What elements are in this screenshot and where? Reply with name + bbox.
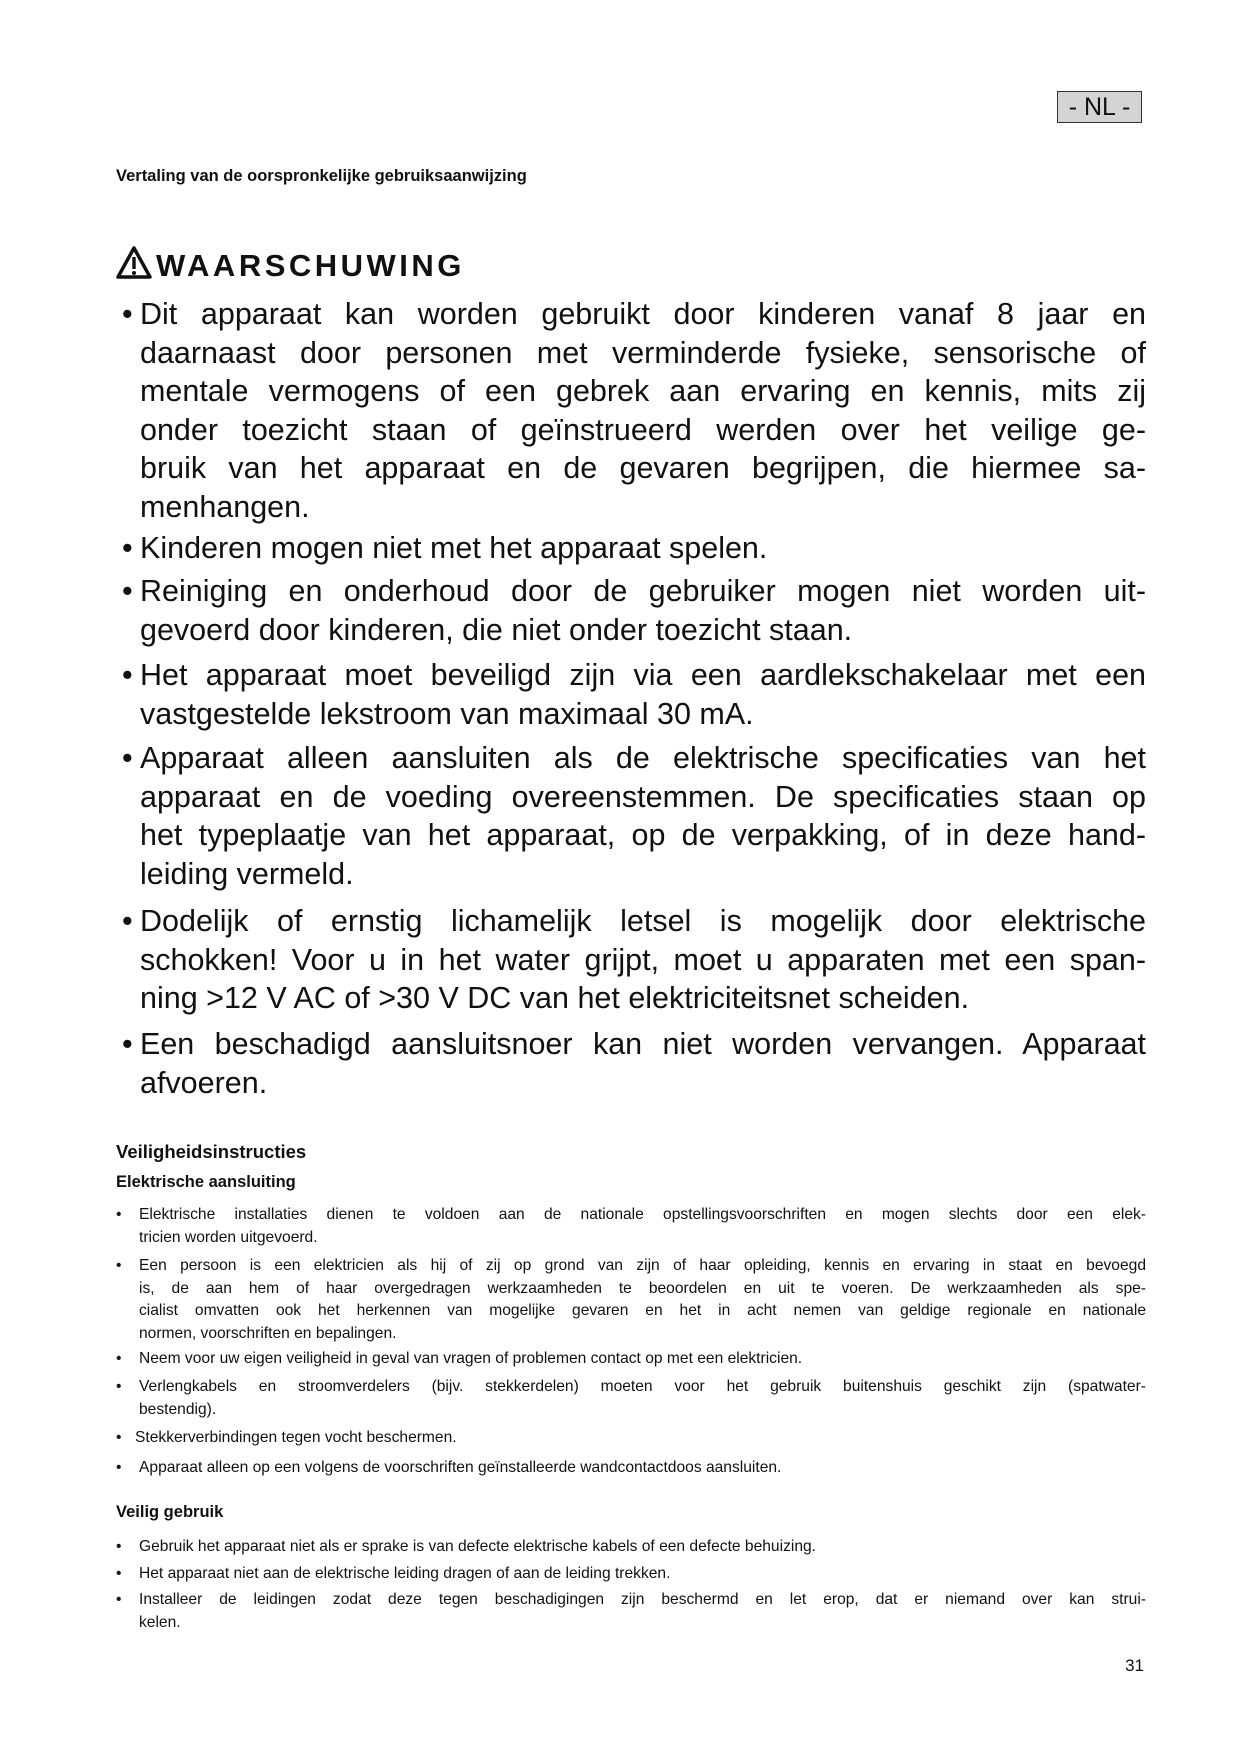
bullet-icon: • (116, 1429, 122, 1446)
list-item-line: cialist omvatten ook het herkennen van mogelijke gevaren en het in acht nemen van geldige regionale en nationale (139, 1302, 1146, 1319)
list-item (116, 1348, 1146, 1371)
bullet-icon: • (122, 297, 133, 331)
bullet-icon: • (122, 658, 133, 692)
list-item-line: Dit apparaat kan worden gebruikt door kinderen vanaf 8 jaar en (140, 297, 1146, 331)
bullet-icon: • (122, 1027, 133, 1061)
warning-title: WAARSCHUWING (156, 248, 465, 283)
safety-instructions-heading: Veiligheidsinstructies (116, 1141, 307, 1162)
list-item-line: Dodelijk of ernstig lichamelijk letsel is mogelijk door elektrische (140, 904, 1146, 938)
list-item (116, 1457, 1146, 1480)
electrical-connection-heading: Elektrische aansluiting (116, 1173, 296, 1191)
list-item (122, 739, 1146, 893)
list-item (116, 1204, 1146, 1249)
list-item-line: tricien worden uitgevoerd. (139, 1228, 318, 1246)
list-item (122, 529, 1146, 568)
bullet-icon: • (116, 1538, 122, 1555)
page-number: 31 (1125, 1656, 1144, 1675)
list-item-line: bestendig). (139, 1400, 217, 1418)
list-item-line: vastgestelde lekstroom van maximaal 30 mA. (140, 696, 754, 731)
list-item-line: Verlengkabels en stroomverdelers (bijv. stekkerdelen) moeten voor het gebruik buitenshuis geschikt zijn (spatwater- (139, 1378, 1146, 1395)
list-item (116, 1427, 1146, 1450)
list-item (116, 1255, 1146, 1345)
list-item (122, 572, 1146, 649)
list-item-line: Apparaat alleen op een volgens de voorschriften geïnstalleerde wandcontactdoos aansluiten. (139, 1459, 782, 1476)
warning-triangle-icon (116, 246, 152, 284)
list-item (116, 1536, 1146, 1559)
bullet-icon: • (116, 1591, 122, 1608)
bullet-icon: • (116, 1206, 122, 1223)
list-item-line: leiding vermeld. (140, 856, 354, 891)
list-item-line: Gebruik het apparaat niet als er sprake is van defecte elektrische kabels of een defecte behuizing. (139, 1538, 817, 1555)
list-item (122, 295, 1146, 526)
bullet-icon: • (116, 1350, 122, 1367)
list-item-line: is, de aan hem of haar overgedragen werkzaamheden te beoordelen en uit te voeren. De werkzaamheden als spe- (139, 1279, 1146, 1297)
list-item-line: afvoeren. (140, 1065, 268, 1100)
list-item (122, 902, 1146, 1018)
list-item-line: schokken! Voor u in het water grijpt, moet u apparaten met een span- (140, 942, 1146, 977)
list-item-line: Neem voor uw eigen veiligheid in geval van vragen of problemen contact op met een elektricien. (139, 1350, 803, 1367)
list-item-line: Elektrische installaties dienen te voldoen aan de nationale opstellingsvoorschriften en mogen slechts door een elek- (139, 1206, 1146, 1223)
list-item (116, 1376, 1146, 1421)
list-item-line: apparaat en de voeding overeenstemmen. De specificaties staan op (140, 779, 1146, 814)
list-item-line: menhangen. (140, 489, 310, 524)
list-item-line: mentale vermogens of een gebrek aan ervaring en kennis, mits zij (140, 374, 1146, 408)
list-item-line: normen, voorschriften en bepalingen. (139, 1324, 397, 1342)
bullet-icon: • (122, 904, 133, 938)
list-item-line: gevoerd door kinderen, die niet onder toezicht staan. (140, 612, 853, 647)
list-item (116, 1589, 1146, 1634)
list-item-line: Een persoon is een elektricien als hij of zij op grond van zijn of haar opleiding, kennis en ervaring in staat en bevoegd (139, 1257, 1146, 1274)
bullet-icon: • (122, 574, 133, 608)
bullet-icon: • (122, 531, 133, 565)
list-item-line: ning >12 V AC of >30 V DC van het elektriciteitsnet scheiden. (140, 981, 970, 1015)
list-item-line: kelen. (139, 1613, 181, 1631)
list-item-line: Het apparaat niet aan de elektrische leiding dragen of aan de leiding trekken. (139, 1565, 671, 1582)
document-subtitle: Vertaling van de oorspronkelijke gebruiksaanwijzing (116, 167, 527, 185)
bullet-icon: • (116, 1459, 122, 1476)
list-item-line: onder toezicht staan of geïnstrueerd werden over het veilige ge- (140, 412, 1146, 447)
bullet-icon: • (116, 1257, 122, 1274)
list-item-line: Het apparaat moet beveiligd zijn via een aardlekschakelaar met een (140, 658, 1146, 692)
list-item-line: daarnaast door personen met verminderde fysieke, sensorische of (140, 335, 1146, 370)
list-item-line: Apparaat alleen aansluiten als de elektrische specificaties van het (140, 741, 1146, 775)
list-item-line: Kinderen mogen niet met het apparaat spelen. (140, 531, 768, 565)
list-item-line: Installeer de leidingen zodat deze tegen beschadigingen zijn beschermd en let erop, dat er niemand over kan strui- (139, 1591, 1146, 1608)
language-badge: - NL - (1057, 91, 1142, 123)
list-item-line: Stekkerverbindingen tegen vocht beschermen. (135, 1429, 457, 1446)
list-item (122, 656, 1146, 733)
list-item-line: het typeplaatje van het apparaat, op de verpakking, of in deze hand- (140, 818, 1146, 852)
list-item-line: bruik van het apparaat en de gevaren begrijpen, die hiermee sa- (140, 451, 1146, 485)
list-item-line: Een beschadigd aansluitsnoer kan niet worden vervangen. Apparaat (140, 1027, 1146, 1061)
bullet-icon: • (116, 1565, 122, 1582)
list-item (116, 1563, 1146, 1586)
warning-heading (116, 246, 465, 284)
bullet-icon: • (116, 1378, 122, 1395)
list-item (122, 1025, 1146, 1102)
bullet-icon: • (122, 741, 133, 775)
list-item-line: Reiniging en onderhoud door de gebruiker mogen niet worden uit- (140, 574, 1146, 608)
safe-use-heading: Veilig gebruik (116, 1503, 224, 1521)
